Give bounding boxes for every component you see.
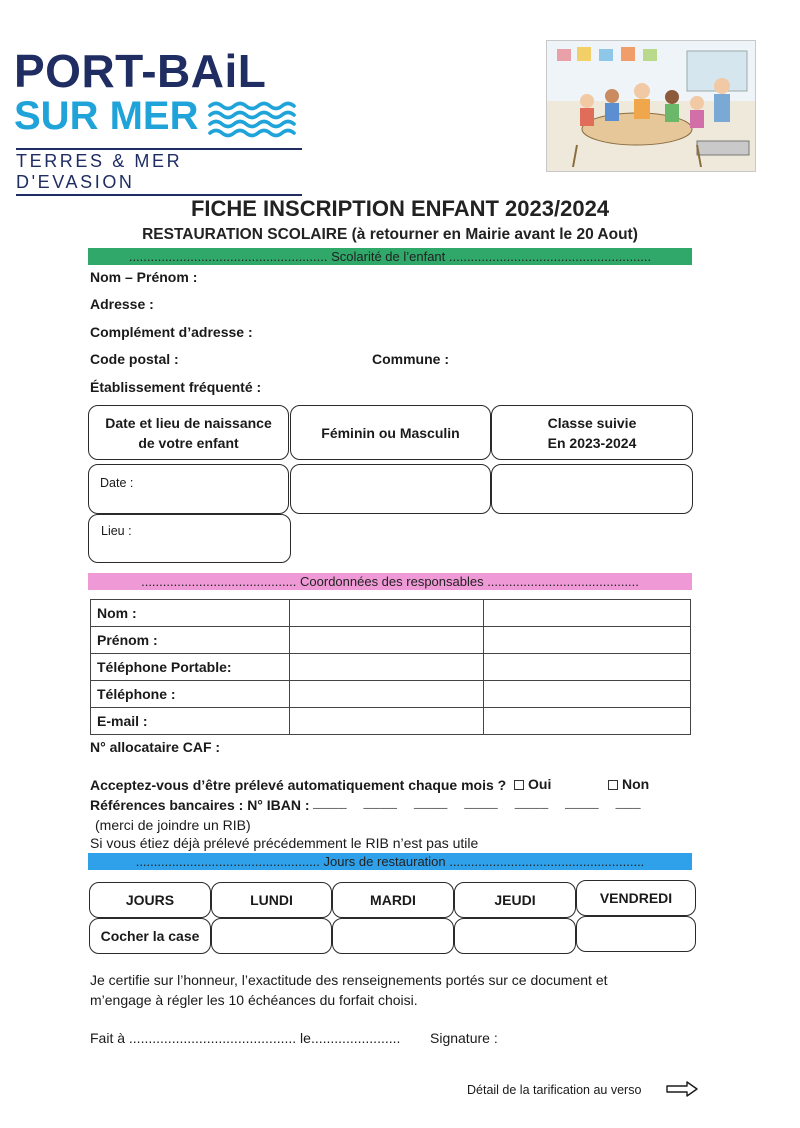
certify-line1: Je certifie sur l’honneur, l’exactitude des renseignements portés sur ce document et — [90, 972, 608, 988]
row-label-prenom: Prénom : — [91, 627, 290, 654]
responsable1-telephone-cell[interactable] — [290, 681, 484, 708]
oui-checkbox[interactable] — [514, 780, 524, 790]
responsable1-nom-cell[interactable] — [290, 600, 484, 627]
classe-header-line1: Classe suivie — [547, 414, 637, 431]
oui-option[interactable] — [514, 776, 551, 792]
classe-field[interactable] — [491, 464, 693, 514]
naissance-header-line1: Date et lieu de naissance — [105, 414, 272, 431]
responsable2-nom-cell[interactable] — [484, 600, 691, 627]
responsable1-email-cell[interactable] — [290, 708, 484, 735]
cocher-label-cell — [89, 918, 211, 954]
nom-prenom-label: Nom – Prénom : — [90, 269, 198, 285]
fait-a-field[interactable]: Fait à ........................................... le....................... — [90, 1030, 401, 1046]
header-cell-classe — [491, 405, 693, 460]
logo-tagline: TERRES & MER D'EVASION — [16, 148, 302, 196]
responsable1-prenom-cell[interactable] — [290, 627, 484, 654]
vendredi-label: VENDREDI — [599, 890, 673, 906]
header-cell-sexe — [290, 405, 491, 460]
day-header-lundi — [211, 882, 332, 918]
etablissement-label: Établissement fréquenté : — [90, 379, 262, 395]
prelevement-question: Acceptez-vous d’être prélevé automatiquement chaque mois ? — [90, 777, 507, 793]
table-row — [91, 681, 691, 708]
date-field[interactable] — [88, 464, 289, 514]
complement-label: Complément d’adresse : — [90, 324, 253, 340]
certify-line2: m’engage à régler les 10 échéances du forfait choisi. — [90, 992, 418, 1008]
iban-label: Références bancaires : N° IBAN : — [90, 797, 310, 813]
row-label-nom: Nom : — [91, 600, 290, 627]
checkbox-jeudi[interactable] — [454, 918, 576, 954]
responsable2-telephone-cell[interactable] — [484, 681, 691, 708]
responsable2-portable-cell[interactable] — [484, 654, 691, 681]
iban-field[interactable]: ____ ____ ____ ____ ____ ____ ___ — [313, 796, 641, 812]
jeudi-label: JEUDI — [494, 892, 536, 908]
lundi-label: LUNDI — [250, 892, 293, 908]
sexe-header: Féminin ou Masculin — [321, 424, 460, 441]
caf-label: N° allocataire CAF : — [90, 739, 221, 755]
sexe-field[interactable] — [290, 464, 491, 514]
header-cell-naissance — [88, 405, 289, 460]
logo-line1: PORT-BAiL — [14, 45, 267, 97]
section-band-responsables: ........................................... Coordonnées des responsables .......................................... — [88, 573, 692, 590]
adresse-label: Adresse : — [90, 296, 154, 312]
table-row — [91, 627, 691, 654]
non-checkbox[interactable] — [608, 780, 618, 790]
day-header-jours — [89, 882, 211, 918]
section-band-jours: ................................................... Jours de restauration ...................................................... — [88, 853, 692, 870]
code-postal-label: Code postal : — [90, 351, 179, 367]
checkbox-lundi[interactable] — [211, 918, 332, 954]
commune-label: Commune : — [372, 351, 449, 367]
checkbox-vendredi[interactable] — [576, 916, 696, 952]
jours-label: JOURS — [125, 892, 175, 908]
arrow-right-icon — [666, 1081, 698, 1097]
oui-label: Oui — [528, 776, 552, 792]
row-label-telephone: Téléphone : — [91, 681, 290, 708]
cafeteria-illustration — [546, 40, 756, 172]
waves-icon — [208, 100, 304, 138]
table-row — [91, 654, 691, 681]
signature-label: Signature : — [430, 1030, 498, 1046]
checkbox-mardi[interactable] — [332, 918, 454, 954]
responsable2-email-cell[interactable] — [484, 708, 691, 735]
non-label: Non — [622, 776, 650, 792]
responsable1-portable-cell[interactable] — [290, 654, 484, 681]
responsable2-prenom-cell[interactable] — [484, 627, 691, 654]
naissance-header-line2: de votre enfant — [138, 434, 239, 451]
responsables-table — [90, 599, 691, 735]
lieu-field[interactable] — [88, 514, 291, 563]
row-label-email: E-mail : — [91, 708, 290, 735]
logo-line2: SUR MER — [14, 94, 199, 138]
page-title: FICHE INSCRIPTION ENFANT 2023/2024 — [190, 196, 610, 221]
lieu-label: Lieu : — [101, 524, 132, 538]
row-label-portable: Téléphone Portable: — [91, 654, 290, 681]
classe-header-line2: En 2023-2024 — [547, 434, 637, 451]
non-option[interactable] — [608, 776, 649, 792]
day-header-vendredi — [576, 880, 696, 916]
cocher-label: Cocher la case — [100, 928, 200, 944]
section-band-scolarite: ....................................................... Scolarité de l’enfant ........................................................ — [88, 248, 692, 265]
day-header-mardi — [332, 882, 454, 918]
table-row — [91, 708, 691, 735]
table-row — [91, 600, 691, 627]
rib-note: (merci de joindre un RIB) — [95, 817, 251, 833]
rib-already-note: Si vous étiez déjà prélevé précédemment le RIB n’est pas utile — [90, 835, 479, 851]
day-header-jeudi — [454, 882, 576, 918]
page-subtitle: RESTAURATION SCOLAIRE (à retourner en Mairie avant le 20 Aout) — [142, 226, 638, 243]
verso-note: Détail de la tarification au verso — [467, 1083, 642, 1097]
date-label: Date : — [100, 476, 134, 490]
mardi-label: MARDI — [370, 892, 416, 908]
